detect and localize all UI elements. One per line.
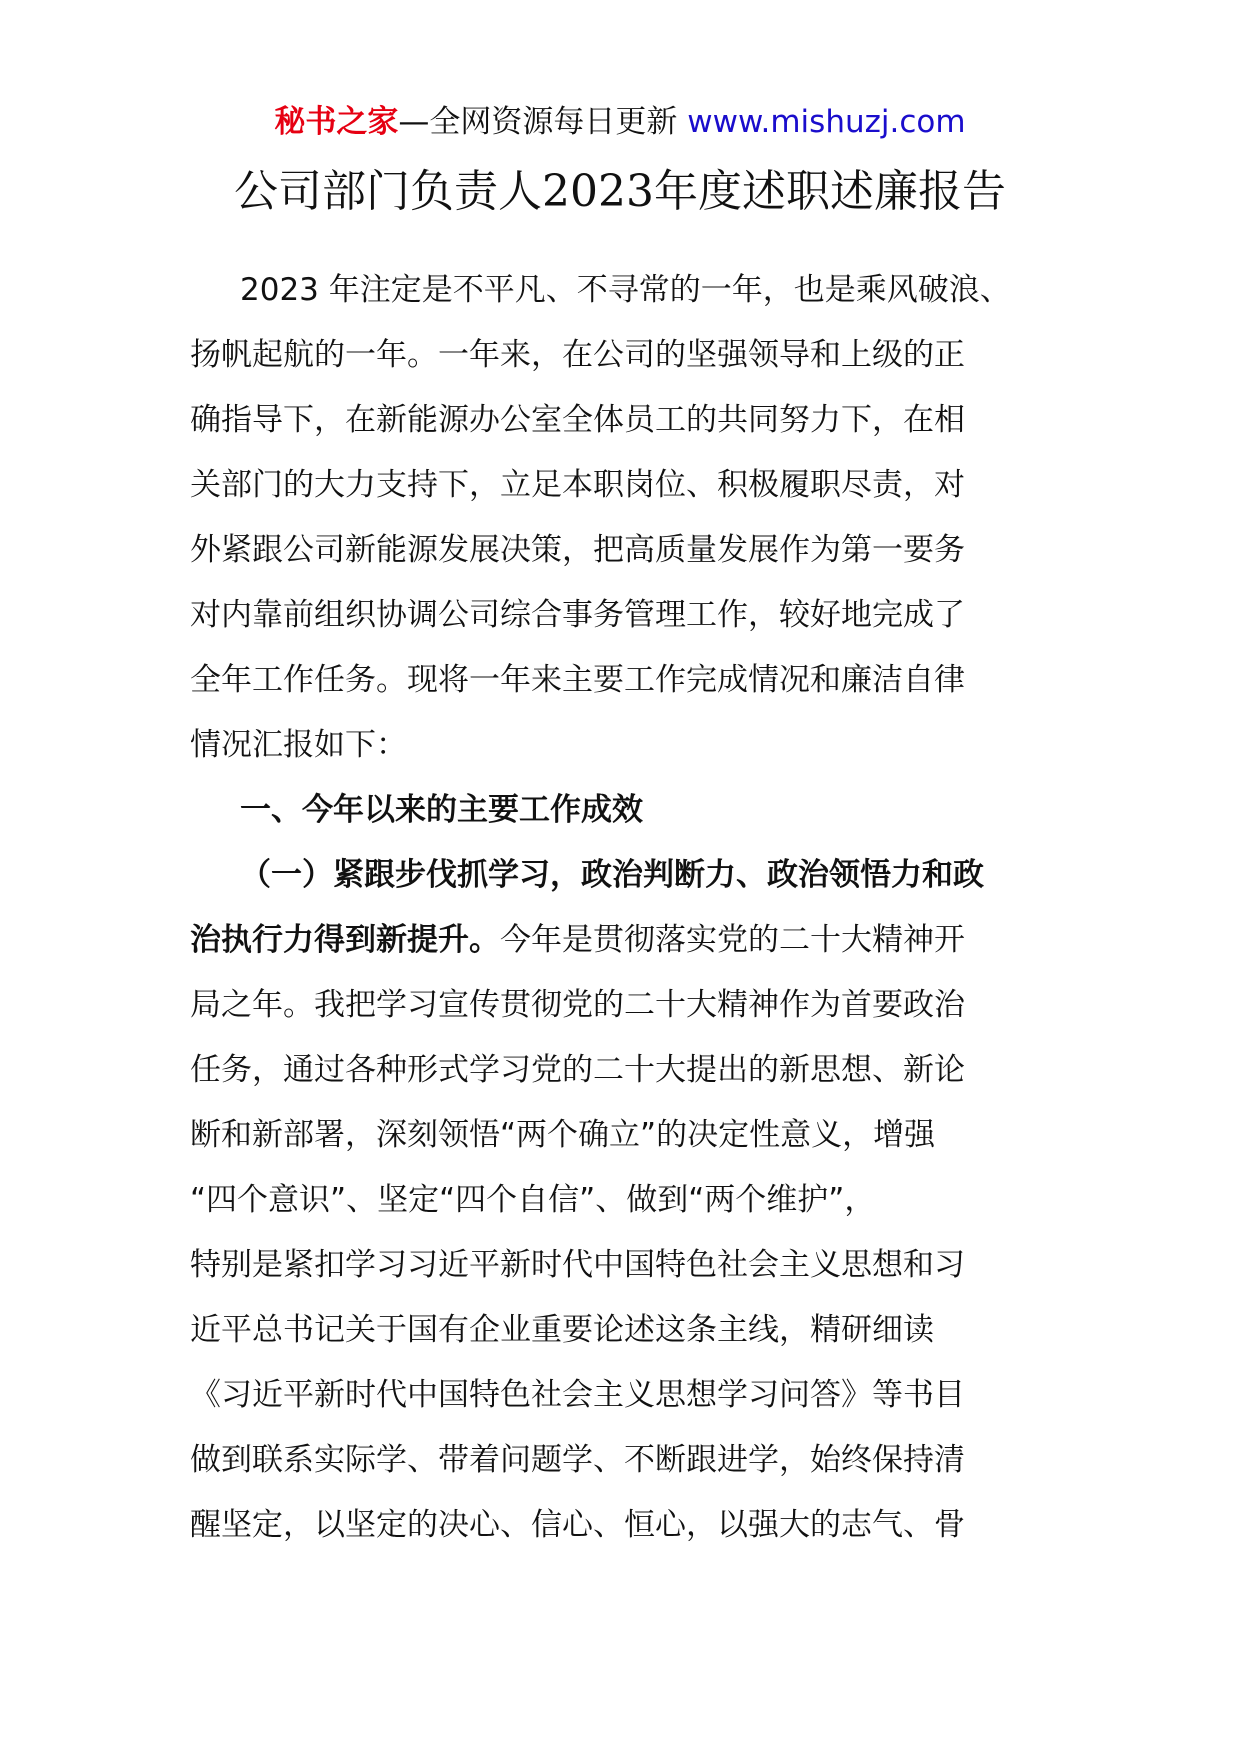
paragraph-line [190, 908, 1070, 973]
subsection-heading-end: 治执行力得到新提升。 [190, 922, 500, 958]
site-header [0, 102, 1240, 142]
paragraph-text: 今年是贯彻落实党的二十大精神开 [500, 922, 965, 958]
paragraph-line: 做到联系实际学、带着问题学、不断跟进学，始终保持清 [190, 1442, 965, 1478]
title-suffix: 年度述职述廉报告 [653, 166, 1006, 217]
paragraph-line: 《习近平新时代中国特色社会主义思想学习问答》等书目 [190, 1377, 965, 1413]
paragraph-line: 关部门的大力支持下，立足本职岗位、积极履职尽责，对 [190, 467, 965, 503]
brand-name: 秘书之家 [274, 104, 399, 140]
document-title [0, 160, 1240, 224]
paragraph-line: 全年工作任务。现将一年来主要工作完成情况和廉洁自律 [190, 662, 965, 698]
paragraph-line: 任务，通过各种形式学习党的二十大提出的新思想、新论 [190, 1052, 965, 1088]
section-heading: 一、今年以来的主要工作成效 [240, 792, 643, 828]
paragraph-line: 对内靠前组织协调公司综合事务管理工作，较好地完成了 [190, 597, 965, 633]
title-year: 2023 [542, 166, 654, 217]
document-body [190, 258, 1070, 1558]
header-slogan: —全网资源每日更新 [398, 104, 688, 140]
paragraph-line: 断和新部署，深刻领悟“两个确立”的决定性意义，增强 [190, 1117, 936, 1153]
paragraph-line: “四个意识”、坚定“四个自信”、做到“两个维护”， [190, 1182, 876, 1218]
paragraph-line: 扬帆起航的一年。一年来，在公司的坚强领导和上级的正 [190, 337, 965, 373]
paragraph-line: 局之年。我把学习宣传贯彻党的二十大精神作为首要政治 [190, 987, 965, 1023]
paragraph-line: 确指导下，在新能源办公室全体员工的共同努力下，在相 [190, 402, 965, 438]
paragraph-line: 2023 年注定是不平凡、不寻常的一年，也是乘风破浪、 [240, 272, 1011, 308]
title-prefix: 公司部门负责人 [234, 166, 542, 217]
subsection-heading: （一）紧跟步伐抓学习，政治判断力、政治领悟力和政 [240, 857, 984, 893]
paragraph-line: 近平总书记关于国有企业重要论述这条主线，精研细读 [190, 1312, 934, 1348]
paragraph-line: 外紧跟公司新能源发展决策，把高质量发展作为第一要务 [190, 532, 965, 568]
paragraph-line: 情况汇报如下： [190, 727, 407, 763]
paragraph-line: 特别是紧扣学习习近平新时代中国特色社会主义思想和习 [190, 1247, 965, 1283]
paragraph-line: 醒坚定，以坚定的决心、信心、恒心，以强大的志气、骨 [190, 1507, 965, 1543]
site-url-link[interactable]: www.mishuzj.com [687, 104, 966, 140]
